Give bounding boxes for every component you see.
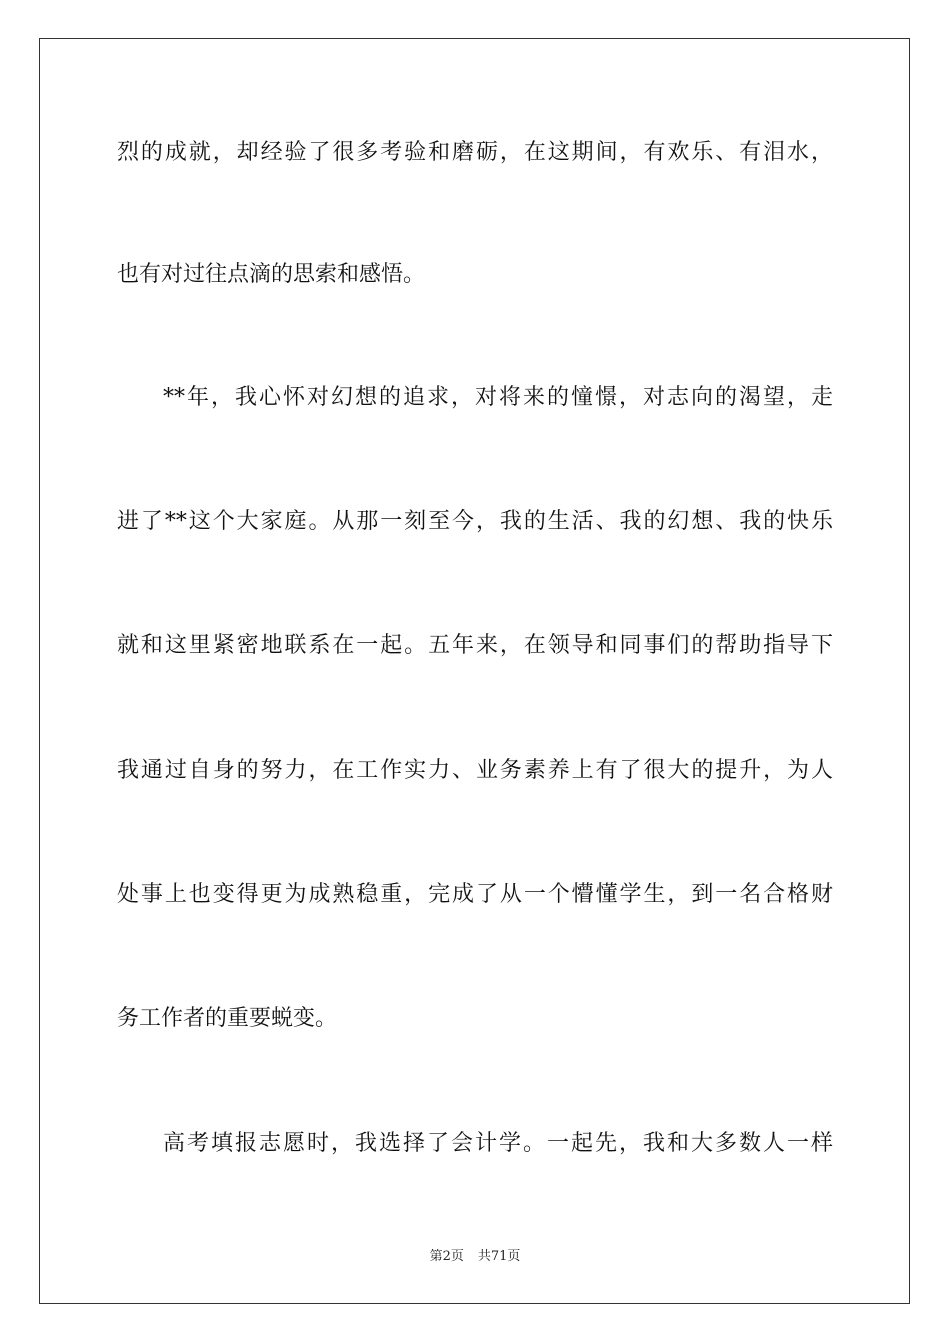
page-total: 共71页 (477, 1249, 521, 1264)
text-line-4: 进了**这个大家庭。从那一刻至今，我的生活、我的幻想、我的快乐 (117, 509, 833, 534)
text-line-3: **年，我心怀对幻想的追求，对将来的憧憬，对志向的渴望，走 (163, 385, 833, 410)
text-line-7: 处事上也变得更为成熟稳重，完成了从一个懵懂学生，到一名合格财 (117, 882, 833, 907)
text-line-1: 烈的成就，却经验了很多考验和磨砺，在这期间，有欢乐、有泪水， (117, 140, 833, 165)
page-number: 第2页 (429, 1249, 464, 1264)
page-footer (0, 1248, 950, 1266)
text-line-9: 高考填报志愿时，我选择了会计学。一起先，我和大多数人一样 (163, 1131, 833, 1156)
text-line-6: 我通过自身的努力，在工作实力、业务素养上有了很大的提升，为人 (117, 758, 833, 783)
text-line-8: 务工作者的重要蜕变。 (117, 1006, 338, 1031)
text-line-2: 也有对过往点滴的思索和感悟。 (117, 262, 426, 287)
page-border (39, 38, 910, 1304)
text-line-5: 就和这里紧密地联系在一起。五年来，在领导和同事们的帮助指导下 (117, 633, 833, 658)
